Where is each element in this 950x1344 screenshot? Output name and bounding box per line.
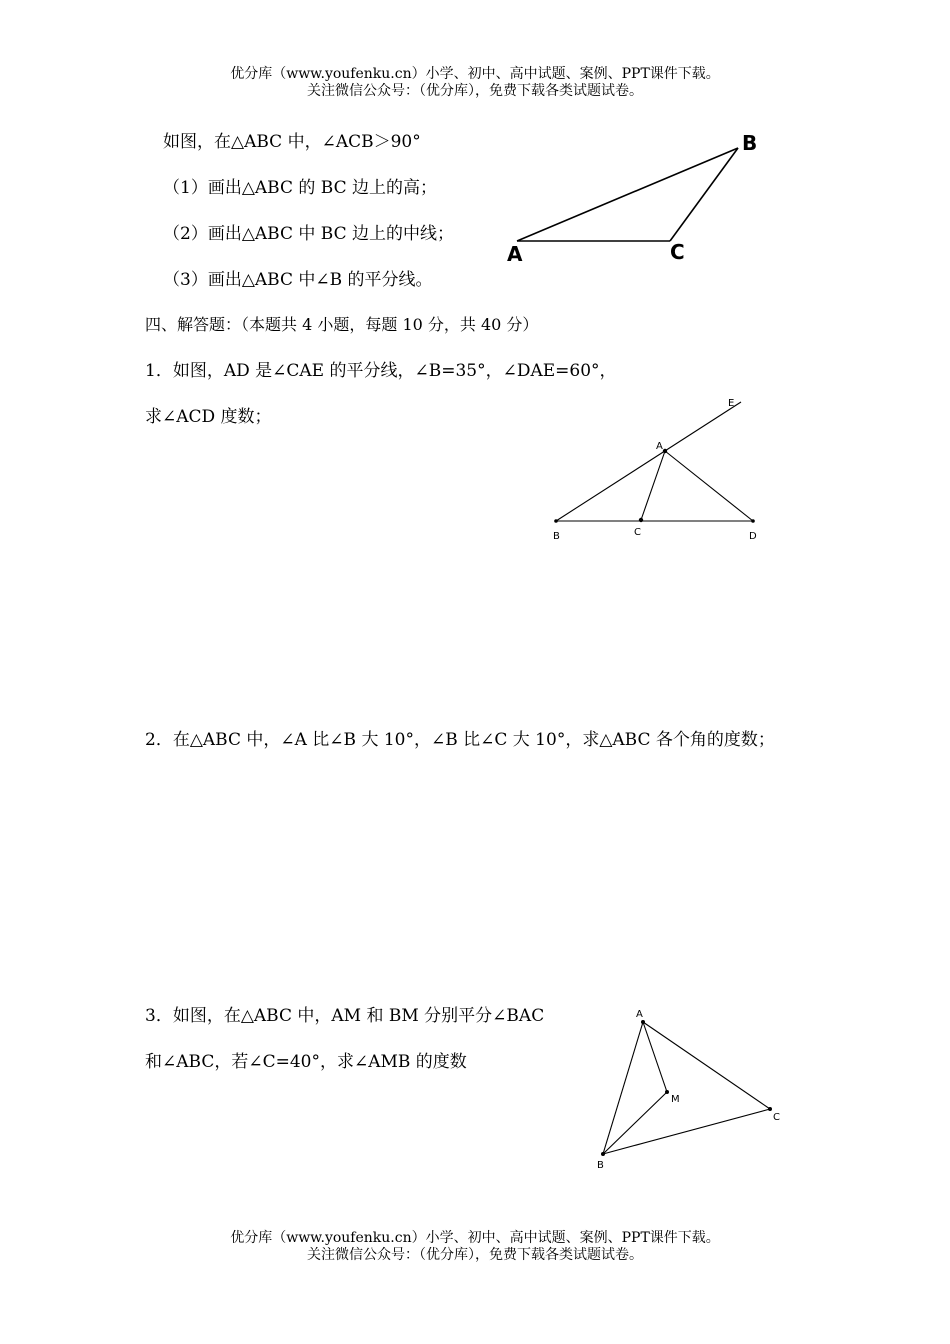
- section-heading: 四、解答题：（本题共 4 小题，每题 10 分，共 40 分）: [145, 315, 539, 334]
- segment-ab: [603, 1022, 643, 1154]
- segment-ac: [643, 1022, 770, 1109]
- segment-a-d: [665, 451, 753, 521]
- drawing-question-item-1: （1）画出△ABC 的 BC 边上的高；: [163, 178, 438, 198]
- point-a: [663, 449, 667, 453]
- label-b: B: [553, 531, 560, 542]
- drawing-question-item-2: （2）画出△ABC 中 BC 边上的中线；: [163, 224, 455, 244]
- point-b: [554, 519, 558, 523]
- label-c: C: [670, 240, 685, 264]
- point-c: [768, 1107, 772, 1111]
- segment-am: [643, 1022, 667, 1092]
- q1-line-2: 求∠ACD 度数；: [145, 407, 272, 427]
- page-header: [0, 66, 950, 100]
- label-a: A: [636, 1009, 643, 1020]
- q3-line-2: 和∠ABC，若∠C=40°，求∠AMB 的度数: [145, 1052, 467, 1072]
- label-c: C: [773, 1112, 780, 1123]
- segment-a-c: [641, 451, 665, 520]
- segment-bc: [670, 148, 738, 241]
- footer-line-1: 优分库（www.youfenku.cn）小学、初中、高中试题、案例、PPT课件下载。: [230, 1230, 720, 1246]
- point-m: [665, 1090, 669, 1094]
- label-m: M: [671, 1094, 680, 1105]
- label-a: A: [656, 441, 663, 452]
- q2-line-1: 2．在△ABC 中，∠A 比∠B 大 10°，∠B 比∠C 大 10°，求△ABC 各个角的度数；: [145, 730, 775, 750]
- point-b: [601, 1152, 605, 1156]
- label-b: B: [597, 1160, 604, 1171]
- drawing-question-intro: 如图，在△ABC 中，∠ACB＞90°: [163, 132, 421, 152]
- point-d: [751, 519, 755, 523]
- q1-line-1: 1．如图，AD 是∠CAE 的平分线，∠B=35°，∠DAE=60°，: [145, 361, 617, 381]
- point-a: [641, 1020, 645, 1024]
- point-c: [639, 518, 643, 522]
- header-line-2: 关注微信公众号：（优分库），免费下载各类试题试卷。: [307, 83, 643, 99]
- label-a: A: [507, 242, 523, 266]
- drawing-question-item-3: （3）画出△ABC 中∠B 的平分线。: [163, 270, 433, 290]
- segment-bm: [603, 1092, 667, 1154]
- q3-line-1: 3．如图，在△ABC 中，AM 和 BM 分别平分∠BAC: [145, 1006, 545, 1026]
- segment-bc: [603, 1109, 770, 1154]
- segment-b-e: [556, 402, 741, 521]
- footer-line-2: 关注微信公众号：（优分库），免费下载各类试题试卷。: [307, 1247, 643, 1263]
- header-line-1: 优分库（www.youfenku.cn）小学、初中、高中试题、案例、PPT课件下载。: [230, 66, 720, 82]
- label-c: C: [634, 527, 641, 538]
- label-b: B: [742, 131, 758, 155]
- label-e: E: [728, 398, 735, 409]
- segment-ab: [517, 148, 738, 241]
- label-d: D: [749, 531, 757, 542]
- page-footer: [0, 1230, 950, 1264]
